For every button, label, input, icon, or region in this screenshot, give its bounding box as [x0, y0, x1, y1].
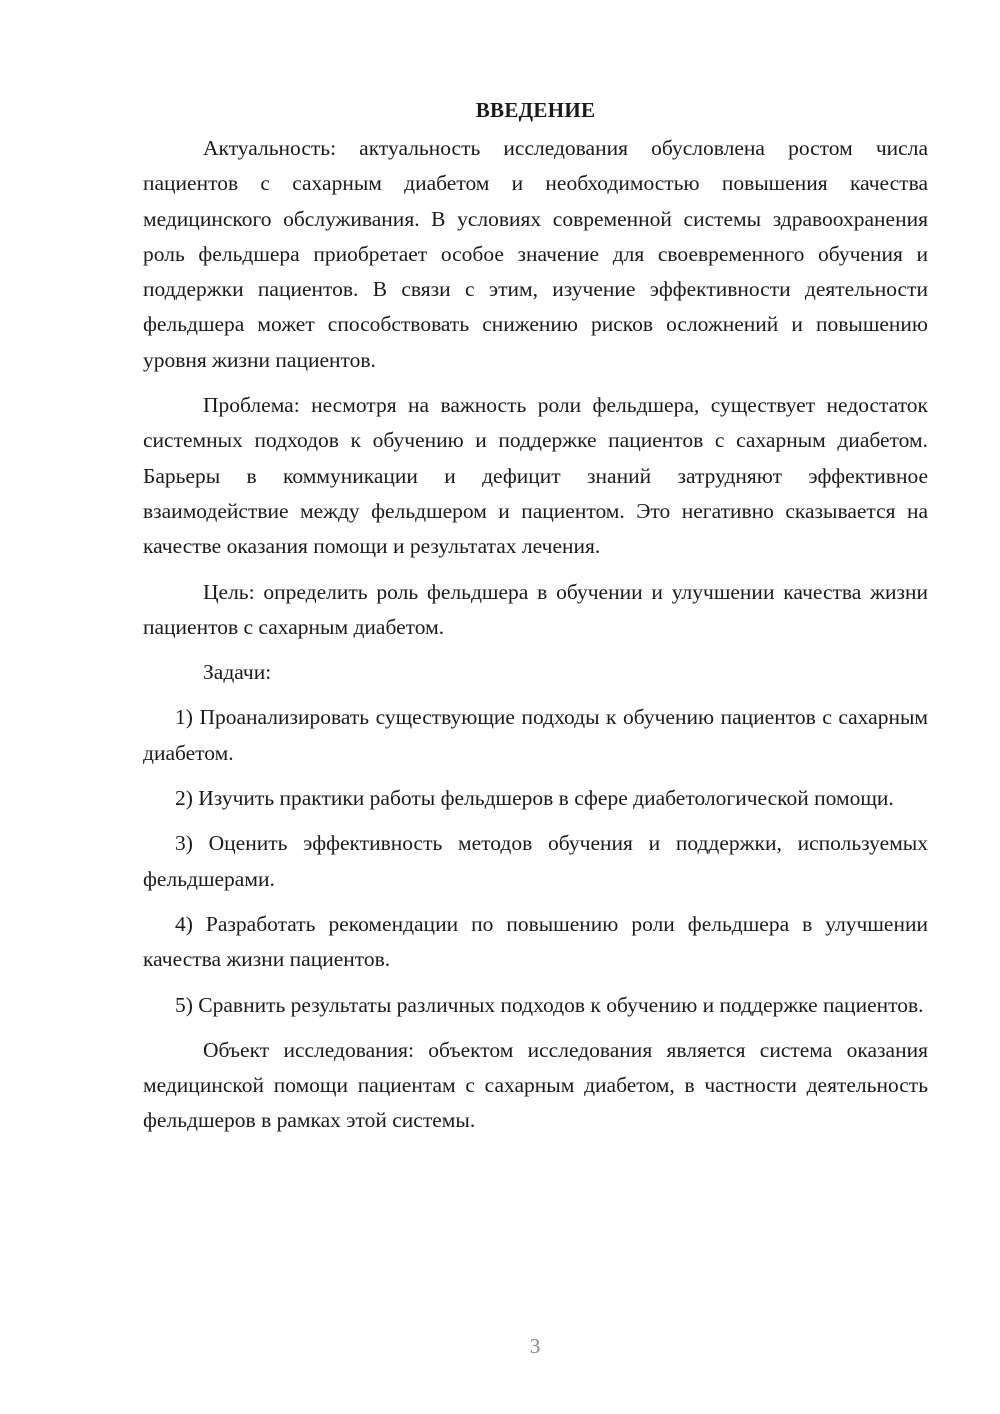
task-item: 2) Изучить практики работы фельдшеров в сфере диабетологической помощи.: [175, 786, 894, 811]
paragraph-relevance: Актуальность: актуальность исследования обусловлена ростом числа пациентов с сахарным диабетом и необходимостью повышения качества медицинского обслуживания. В условиях современной системы здравоохранения роль фельдшера приобретает особое значение для своевременного обучения и поддержки пациентов. В связи с этим, изучение эффективности деятельности фельдшера может способствовать снижению рисков осложнений и повышению уровня жизни пациентов.: [143, 136, 928, 372]
paragraph-object: Объект исследования: объектом исследования является система оказания медицинской помощи пациентам с сахарным диабетом, в частности деятельность фельдшеров в рамках этой системы.: [143, 1037, 928, 1133]
task-item: 4) Разработать рекомендации по повышению роли фельдшера в улучшении качества жизни пациентов.: [143, 911, 928, 972]
task-item: 5) Сравнить результаты различных подходов к обучению и поддержке пациентов.: [175, 992, 924, 1017]
section-heading: ВВЕДЕНИЕ: [475, 98, 596, 122]
tasks-label: Задачи:: [203, 660, 272, 685]
task-item: 1) Проанализировать существующие подходы к обучению пациентов с сахарным диабетом.: [143, 705, 928, 765]
task-item: 3) Оценить эффективность методов обучения и поддержки, используемых фельдшерами.: [143, 831, 928, 891]
page-number: 3: [529, 1334, 541, 1358]
paragraph-problem: Проблема: несмотря на важность роли фельдшера, существует недостаток системных подходов к обучению и поддержке пациентов с сахарным диабетом. Барьеры в коммуникации и дефицит знаний затрудняют эффективное взаимодействие между фельдшером и пациентом. Это негативно сказывается на качестве оказания помощи и результатах лечения.: [143, 393, 928, 559]
tasks-list: [143, 700, 928, 1022]
paragraph-goal: Цель: определить роль фельдшера в обучении и улучшении качества жизни пациентов с сахарным диабетом.: [143, 579, 928, 639]
document-body: [143, 92, 928, 1149]
